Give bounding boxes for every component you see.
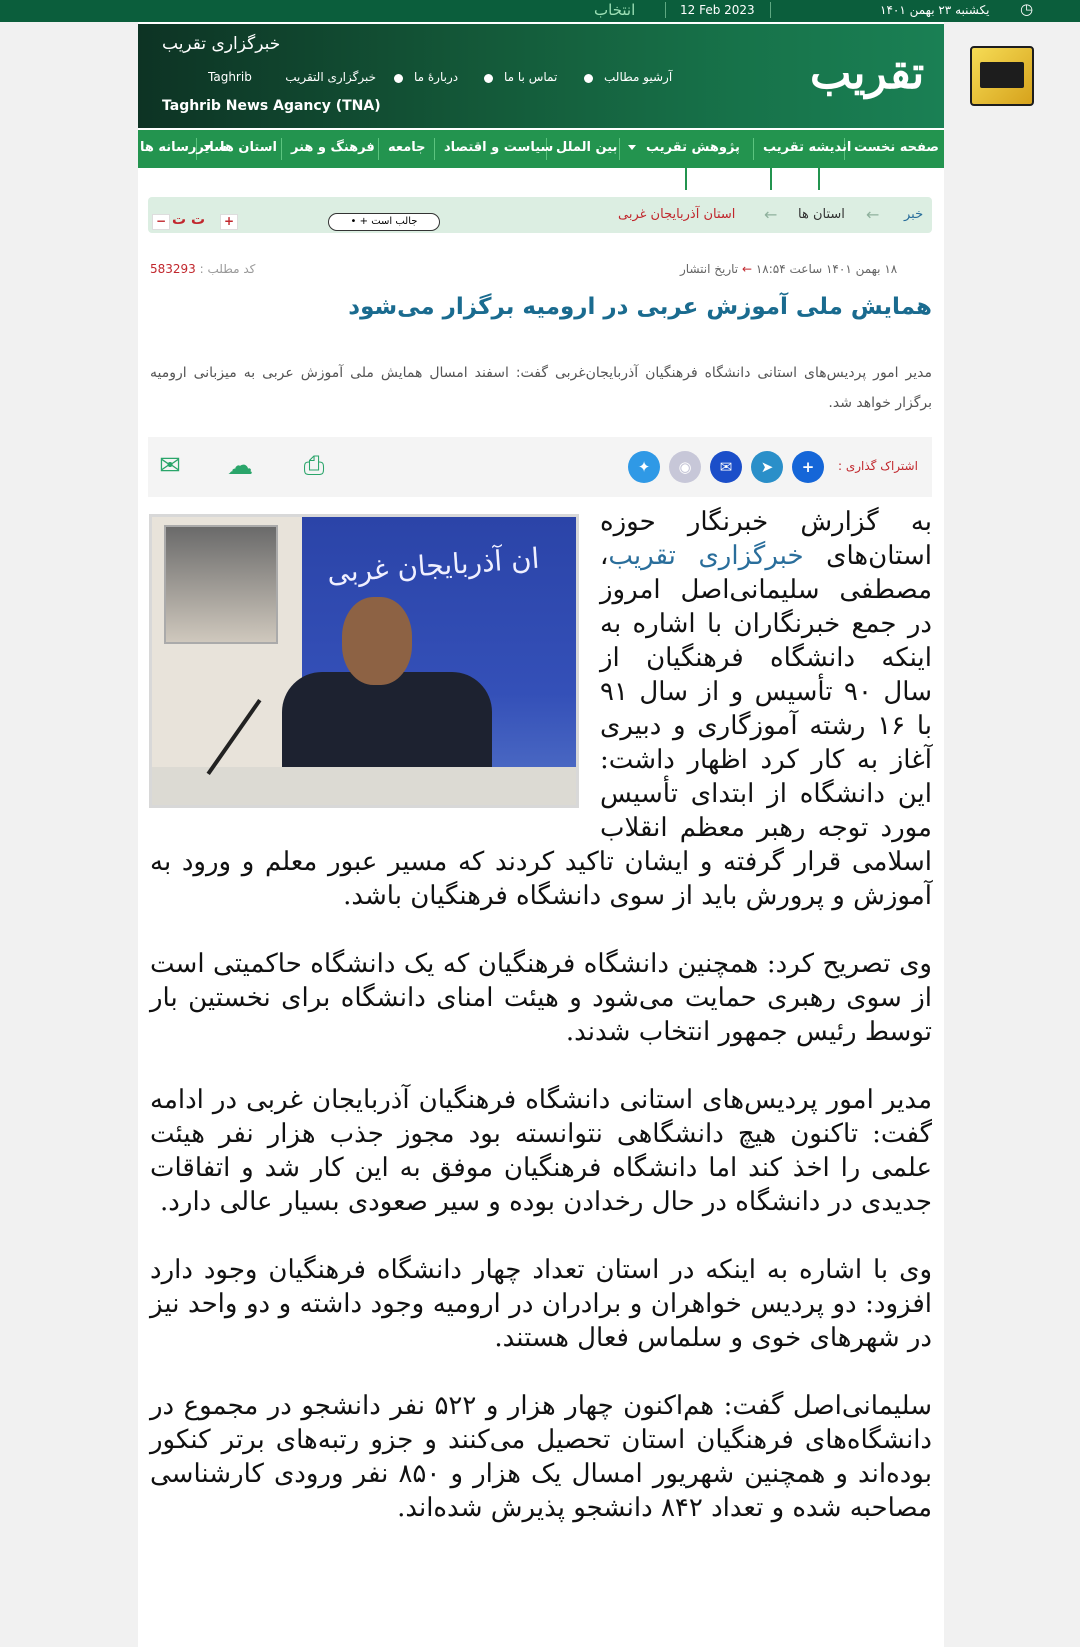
selection-link[interactable]: انتخاب bbox=[594, 1, 636, 19]
site-logo[interactable]: تقریب bbox=[810, 48, 925, 99]
nav-culture-art[interactable]: فرهنگ و هنر bbox=[291, 140, 375, 155]
interesting-vote-button[interactable]: جالب است + • bbox=[328, 213, 440, 231]
nav-connector bbox=[770, 168, 772, 190]
send-email-icon[interactable]: ✉ bbox=[159, 451, 181, 481]
email-icon[interactable]: ✉ bbox=[710, 451, 742, 483]
nav-home[interactable]: صفحه نخست bbox=[854, 140, 939, 155]
share-more-icon[interactable]: + bbox=[792, 451, 824, 483]
twitter-icon[interactable]: ✦ bbox=[628, 451, 660, 483]
print-icon[interactable]: ⎙ bbox=[303, 451, 325, 481]
publish-date-label: تاریخ انتشار bbox=[680, 262, 739, 276]
paragraph-2: وی تصریح کرد: همچنین دانشگاه فرهنگیان که یک دانشگاه حاکمیتی است از سوی رهبری حمایت می‌شود و هیئت امنای دانشگاه برای نخستین بار توسط رئیس جمهور انتخاب شدند. bbox=[150, 949, 932, 1047]
vote-label: جالب است bbox=[371, 216, 418, 227]
divider bbox=[770, 2, 771, 18]
breadcrumb-news[interactable]: خبر bbox=[904, 207, 924, 222]
paragraph-1-end: ، مصطفی سلیمانی‌اصل امروز در جمع خبرنگاران با اشاره به اینکه دانشگاه فرهنگیان از سال ۹۰ تأسیس و از سال ۹۱ با ۱۶ رشته آموزگاری و دبیری آغاز به کار کرد اظهار داشت: این دانشگاه از ابتدای تأسیس مورد توجه رهبر معظم انقلاب اسلامی قرار گرفته و ایشان تاکید کردند که مسیر عبور معلم و ورود به آموزش و پرورش باید از سوی دانشگاه فرهنگیان باشد. bbox=[150, 541, 932, 911]
photo-banner-text: ان آذربایجان غربی bbox=[326, 541, 541, 590]
header-link-archive[interactable]: آرشیو مطالب bbox=[604, 70, 673, 84]
paragraph-4: وی با اشاره به اینکه در استان تعداد چهار دانشگاه فرهنگیان وجود دارد افزود: دو پردیس خواهران و برادران در ارومیه وجود داشته و دو واحد نیز در شهرهای خوی و سلماس فعال هستند. bbox=[150, 1255, 932, 1353]
nav-provinces[interactable]: استان ها bbox=[220, 140, 277, 155]
nav-divider bbox=[434, 138, 435, 160]
header-link-about[interactable]: دربارهٔ ما bbox=[414, 70, 459, 84]
publish-date bbox=[680, 262, 897, 276]
nav-taghrib-research[interactable]: پژوهش تقریب bbox=[646, 140, 740, 155]
bullet-icon bbox=[484, 74, 493, 83]
header-link-contact[interactable]: تماس با ما bbox=[504, 70, 558, 84]
nav-divider bbox=[753, 138, 754, 160]
font-size-icon: ت ت bbox=[172, 212, 206, 228]
nav-society[interactable]: جامعه bbox=[388, 140, 426, 155]
instagram-icon[interactable]: ◉ bbox=[669, 451, 701, 483]
nav-connector bbox=[818, 168, 820, 190]
nav-connector bbox=[685, 168, 687, 190]
breadcrumb-provinces[interactable]: استان ها bbox=[798, 207, 845, 222]
arrow-left-icon: ← bbox=[738, 262, 753, 276]
nav-divider bbox=[619, 138, 620, 160]
article-lead: مدیر امور پردیس‌های استانی دانشگاه فرهنگیان آذربایجان‌غربی گفت: اسفند امسال همایش ملی آموزش عربی به میزبانی ارومیه برگزار خواهد شد. bbox=[150, 365, 932, 411]
persian-date: یکشنبه ۲۳ بهمن ۱۴۰۱ bbox=[880, 3, 990, 17]
nav-other-media[interactable]: سایررسانه ها bbox=[140, 140, 227, 155]
nav-taghrib-thought[interactable]: اندیشه تقریب bbox=[763, 140, 852, 155]
bullet-icon bbox=[394, 74, 403, 83]
paragraph-1-start: به گزارش خبرنگار حوزه استان‌های bbox=[600, 507, 932, 571]
nav-politics-economy[interactable]: سیاست و اقتصاد bbox=[444, 140, 554, 155]
cloud-download-icon[interactable]: ☁ bbox=[227, 451, 253, 481]
nav-international[interactable]: بین الملل bbox=[556, 140, 618, 155]
telegram-icon[interactable]: ➤ bbox=[751, 451, 783, 483]
top-bar bbox=[0, 0, 1080, 22]
divider bbox=[665, 2, 666, 18]
paragraph-3: مدیر امور پردیس‌های استانی دانشگاه فرهنگیان آذربایجان غربی در ادامه گفت: تاکنون هیچ دانشگاهی نتوانسته بود مجوز جذب هزار نفر هیئت علمی را اخذ کند اما دانشگاه فرهنگیان موفق به این کار شد و اتفاقات جدیدی در دانشگاه در حال رخدادن بوده و سیر صعودی بسیار عالی دارد. bbox=[150, 1085, 932, 1217]
clock-icon: ◷ bbox=[1020, 0, 1034, 18]
arrow-left-icon: ← bbox=[866, 205, 880, 224]
breadcrumb bbox=[148, 197, 932, 233]
share-bar bbox=[148, 437, 932, 497]
breadcrumb-west-azerbaijan[interactable]: استان آذربایجان غربی bbox=[618, 207, 736, 222]
nav-divider bbox=[281, 138, 282, 160]
paragraph-5: سلیمانی‌اصل گفت: هم‌اکنون چهار هزار و ۵۲۲ نفر دانشجو در مجموع در دانشگاه‌های فرهنگیان استان تحصیل می‌کنند و جزو رتبه‌های برتر کنکور بوده‌اند و همچنین شهریور امسال یک هزار و ۸۵۰ نفر ورودی کارشناسی مصاحبه شده و تعداد ۸۴۲ دانشجو پذیرش شده‌اند. bbox=[150, 1391, 932, 1523]
code-value: 583293 bbox=[150, 262, 196, 276]
agency-name-en: Taghrib News Agancy (TNA) bbox=[162, 98, 381, 114]
font-decrease-button[interactable]: − bbox=[152, 214, 170, 230]
code-label: کد مطلب : bbox=[199, 262, 256, 276]
site-header bbox=[138, 24, 944, 128]
publish-date-value: ۱۸ بهمن ۱۴۰۱ ساعت ۱۸:۵۴ bbox=[755, 262, 898, 276]
font-increase-button[interactable]: + bbox=[220, 214, 238, 230]
nav-divider bbox=[378, 138, 379, 160]
article-body bbox=[150, 505, 932, 1559]
agency-name-fa: خبرگزاری تقریب bbox=[162, 34, 281, 54]
agency-link[interactable]: خبرگزاری تقریب bbox=[608, 541, 804, 571]
photo-spacer bbox=[150, 505, 600, 827]
header-link-altaghrib[interactable]: خبرگزاری التقریب bbox=[285, 70, 376, 84]
share-label: اشتراک گذاری : bbox=[838, 459, 918, 473]
article-code bbox=[150, 262, 255, 276]
arrow-left-icon: ← bbox=[764, 205, 778, 224]
chevron-down-icon bbox=[628, 145, 636, 150]
header-link-english[interactable]: Taghrib bbox=[208, 70, 252, 84]
kaaba-logo-icon[interactable] bbox=[970, 46, 1034, 106]
bullet-icon bbox=[584, 74, 593, 83]
main-nav bbox=[138, 130, 944, 168]
article-title: همایش ملی آموزش عربی در ارومیه برگزار می‌شود bbox=[348, 294, 932, 320]
gregorian-date: 12 Feb 2023 bbox=[680, 3, 755, 17]
